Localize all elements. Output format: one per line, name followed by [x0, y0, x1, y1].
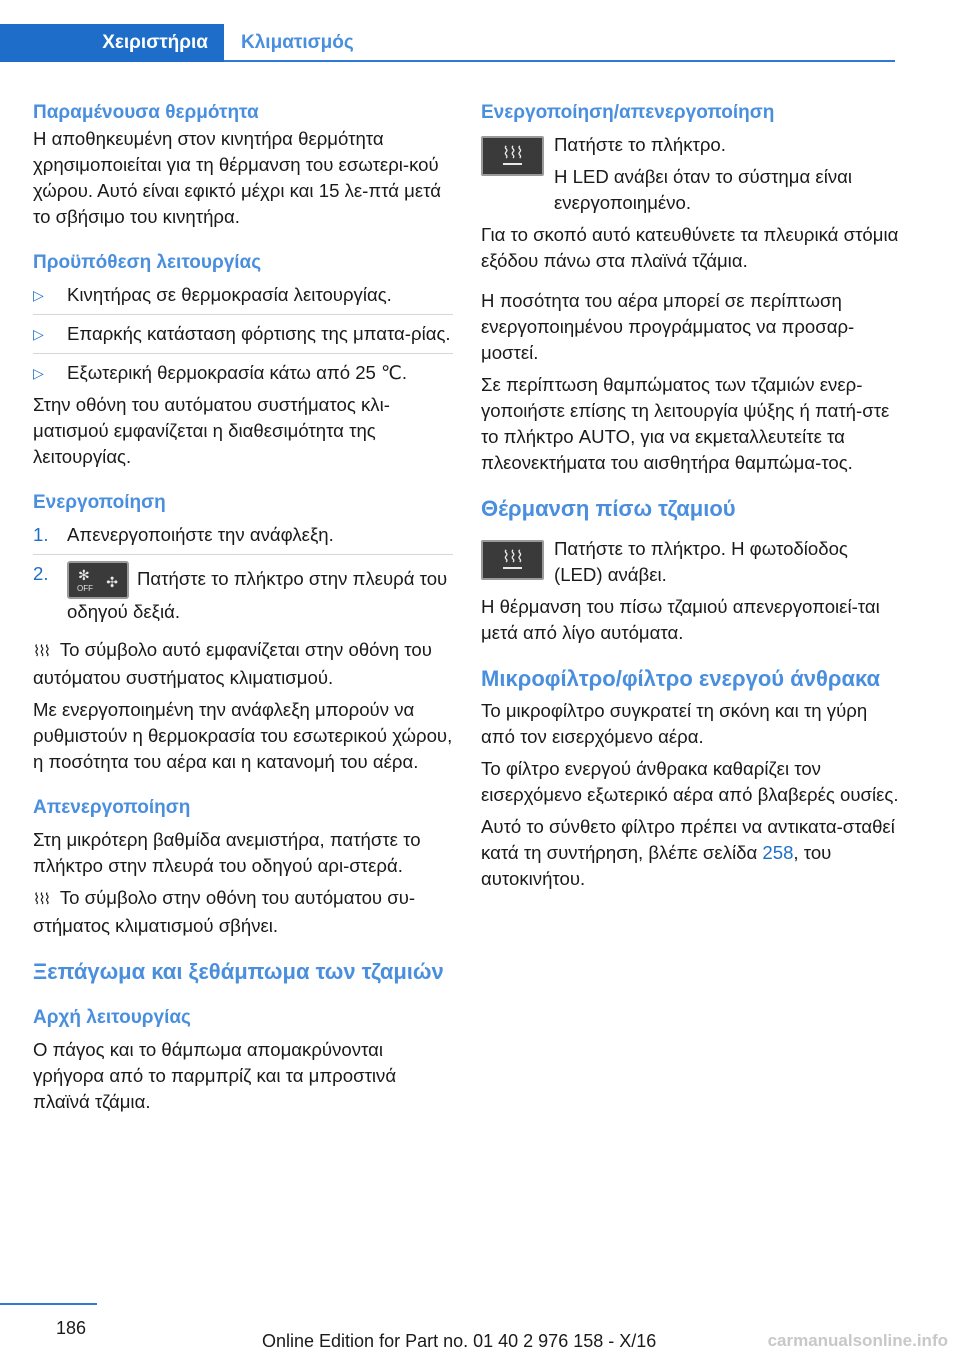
fan-off-button-icon: ✻ ✣ OFF	[67, 561, 129, 599]
triangle-bullet-icon: ▷	[33, 365, 44, 381]
heat-waves-icon: ⌇⌇⌇	[33, 891, 49, 908]
list-item: ▷ Εξωτερική θερμοκρασία κάτω από 25 ℃.	[33, 354, 453, 392]
rear-defrost-waves-icon: ⌇⌇⌇	[502, 549, 523, 566]
section-title-residual-heat: Παραμένουσα θερμότητα	[33, 102, 259, 123]
section-title-on-off: Ενεργοποίηση/απενεργοποίηση	[481, 102, 775, 123]
rear-auto-off-text: Η θέρμανση του πίσω τζαμιού απενεργοποιεί-ται μετά από λίγο αυτόματα.	[481, 596, 880, 643]
header-tabs	[0, 24, 354, 62]
heat-waves-icon: ⌇⌇⌇	[33, 643, 49, 660]
filter-replacement-text: Αυτό το σύνθετο φίλτρο πρέπει να αντικατα-σταθεί κατά τη συντήρηση, βλέπε σελίδα 258, του αυτοκινήτου.	[481, 816, 895, 889]
press-button-text: Πατήστε το πλήκτρο.	[554, 134, 726, 155]
right-column	[481, 100, 901, 892]
step-item: 1. Απενεργοποιήστε την ανάφλεξη.	[33, 516, 453, 555]
watermark: carmanualsonline.info	[767, 1331, 948, 1350]
tab-climate[interactable]: Κλιματισμός	[241, 32, 354, 53]
rear-press-button-text: Πατήστε το πλήκτρο. Η φωτοδίοδος (LED) ανάβει.	[554, 538, 848, 585]
step-item: 2. ✻ ✣ OFF Πατήστε το πλήκτρο στην πλευρά του οδηγού δεξιά.	[33, 563, 448, 622]
snowflake-icon: ✻	[78, 567, 90, 583]
microfilter-text: Το μικροφίλτρο συγκρατεί τη σκόνη και τη γύρη από τον εισερχόμενο αέρα.	[481, 700, 868, 747]
windshield-defrost-button-icon	[481, 136, 544, 176]
left-column	[33, 100, 453, 1115]
section-title-operating-requirement: Προϋπόθεση λειτουργίας	[33, 252, 262, 273]
section-title-functional-principle: Αρχή λειτουργίας	[33, 1007, 191, 1028]
symbol-off-text: Το σύμβολο στην οθόνη του αυτόματου συ-στήματος κλιματισμού σβήνει.	[33, 887, 416, 936]
residual-heat-text: Η αποθηκευμένη στον κινητήρα θερμότητα χρησιμοποιείται για τη θέρμανση του εσωτερι-κού χώρου. Αυτό είναι εφικτό μέχρι και 15 λε-πτά μετά το σβήσιμο του κινητήρα.	[33, 128, 442, 227]
triangle-bullet-icon: ▷	[33, 326, 44, 342]
availability-text: Στην οθόνη του αυτόματου συστήματος κλι-ματισμού εμφανίζεται η διαθεσιμότητα της λειτουργίας.	[33, 394, 390, 467]
page-number-divider	[0, 1303, 97, 1305]
symbol-shown-text: Το σύμβολο αυτό εμφανίζεται στην οθόνη του αυτόματου συστήματος κλιματισμού.	[33, 639, 432, 688]
section-title-rear-window-defroster: Θέρμανση πίσω τζαμιού	[481, 496, 736, 521]
led-text: Η LED ανάβει όταν το σύστημα είναι ενεργοποιημένο.	[554, 166, 852, 213]
carbon-filter-text: Το φίλτρο ενεργού άνθρακα καθαρίζει τον εισερχόμενο εξωτερικό αέρα από βλαβερές ουσίες.	[481, 758, 899, 805]
list-item: ▷ Επαρκής κατάσταση φόρτισης της μπατα-ρίας.	[33, 315, 453, 354]
rear-defrost-button-icon	[481, 540, 544, 580]
section-title-defrost: Ξεπάγωμα και ξεθάμπωμα των τζαμιών	[33, 959, 444, 984]
defrost-waves-icon: ⌇⌇⌇	[502, 145, 523, 162]
defrost-principle-text: Ο πάγος και το θάμπωμα απομακρύνονται γρήγορα από το παρμπρίζ και τα μπροστινά πλαϊνά τζάμια.	[33, 1039, 397, 1112]
header-divider	[224, 60, 895, 62]
edition-footer: Online Edition for Part no. 01 40 2 976 158 - X/16	[262, 1331, 657, 1351]
requirements-list	[33, 276, 453, 392]
page-link[interactable]: 258	[762, 842, 794, 863]
section-title-activation: Ενεργοποίηση	[33, 492, 166, 513]
side-vents-text: Για το σκοπό αυτό κατευθύνετε τα πλευρικά στόμια εξόδου πάνω στα πλαϊνά τζάμια.	[481, 224, 899, 271]
section-title-deactivation: Απενεργοποίηση	[33, 797, 191, 818]
page-number: 186	[56, 1318, 87, 1338]
triangle-bullet-icon: ▷	[33, 287, 44, 303]
fogging-text: Σε περίπτωση θαμπώματος των τζαμιών ενερ-γοποιήστε επίσης τη λειτουργία ψύξης ή πατή-στε το πλήκτρο AUTO, για να εκμεταλλευτείτε τα πλεονεκτήματα του αισθητήρα θαμπώμα-τος.	[481, 374, 890, 473]
deactivation-text: Στη μικρότερη βαθμίδα ανεμιστήρα, πατήστε το πλήκτρο στην πλευρά του οδηγού αρι-στερά.	[33, 829, 421, 876]
fan-icon: ✣	[106, 574, 118, 590]
list-item: ▷ Κινητήρας σε θερμοκρασία λειτουργίας.	[33, 276, 453, 315]
tab-controls[interactable]: Χειριστήρια	[0, 24, 224, 62]
air-quantity-text: Η ποσότητα του αέρα μπορεί σε περίπτωση ενεργοποιημένου προγράμματος να προσαρ-μοστεί.	[481, 290, 855, 363]
activation-adjust-text: Με ενεργοποιημένη την ανάφλεξη μπορούν να ρυθμιστούν η θερμοκρασία του εσωτερικού χώρου, η ποσότητα του αέρα και η κατανομή του αέρα.	[33, 699, 453, 772]
section-title-microfilter: Μικροφίλτρο/φίλτρο ενεργού άνθρακα	[481, 666, 881, 691]
